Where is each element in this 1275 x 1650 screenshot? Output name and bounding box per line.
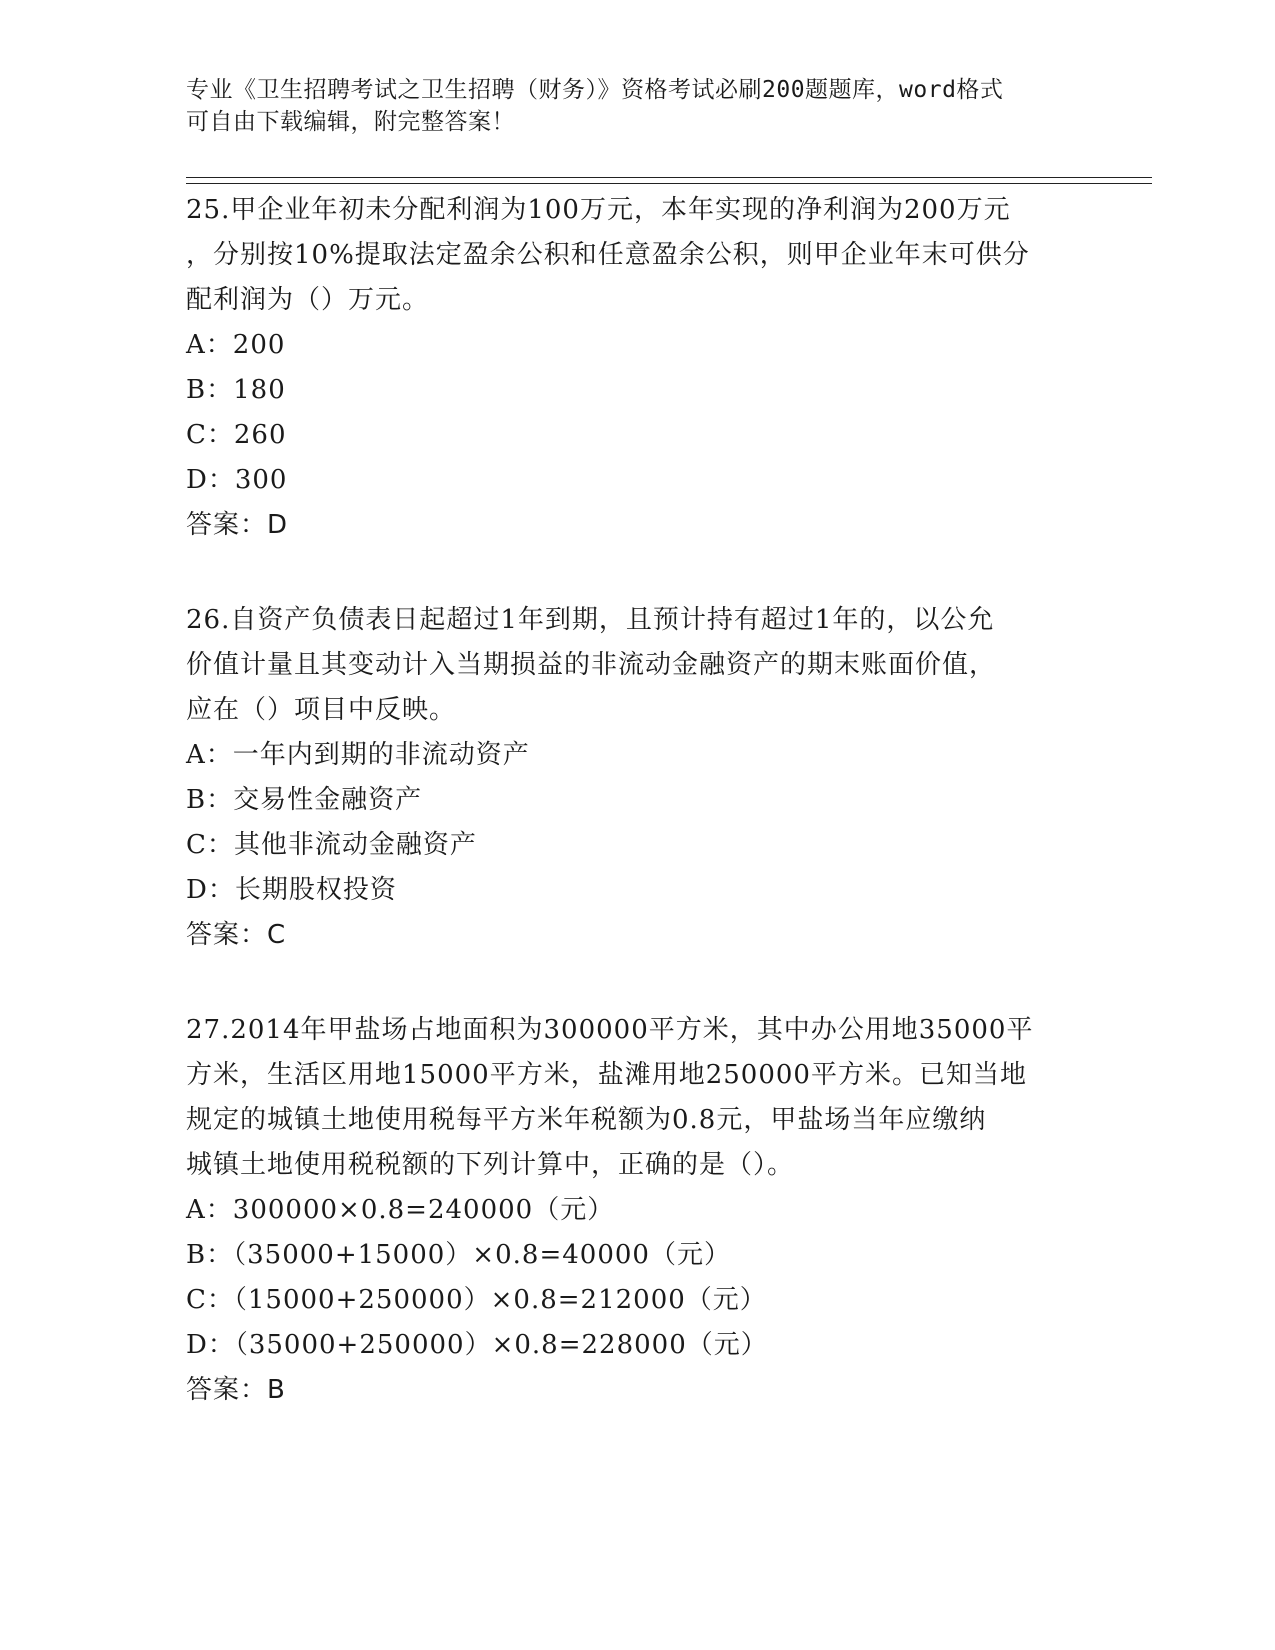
option-a: A：300000×0.8=240000（元） bbox=[186, 1195, 615, 1225]
question-line: ，分别按10%提取法定盈余公积和任意盈余公积，则甲企业年末可供分 bbox=[186, 240, 1030, 270]
question-line: 价值计量且其变动计入当期损益的非流动金融资产的期末账面价值， bbox=[186, 650, 997, 680]
option-c: C：其他非流动金融资产 bbox=[186, 830, 477, 860]
question-line: 27.2014年甲盐场占地面积为300000平方米，其中办公用地35000平 bbox=[186, 1015, 1034, 1045]
answer-label: 答案：B bbox=[186, 1375, 286, 1405]
question-line: 规定的城镇土地使用税每平方米年税额为0.8元，甲盐场当年应缴纳 bbox=[186, 1105, 987, 1135]
option-d: D：（35000+250000）×0.8=228000（元） bbox=[186, 1330, 768, 1360]
question-line: 26.自资产负债表日起超过1年到期，且预计持有超过1年的，以公允 bbox=[186, 605, 995, 635]
header-divider-bottom bbox=[186, 183, 1152, 184]
option-d: D：300 bbox=[186, 465, 288, 495]
option-b: B：180 bbox=[186, 375, 286, 405]
question-line: 25.甲企业年初未分配利润为100万元，本年实现的净利润为200万元 bbox=[186, 195, 1011, 225]
option-c: C：260 bbox=[186, 420, 287, 450]
answer-label: 答案：C bbox=[186, 920, 287, 950]
question-line: 应在（）项目中反映。 bbox=[186, 695, 457, 725]
option-b: B：交易性金融资产 bbox=[186, 785, 423, 815]
header-line-1: 专业《卫生招聘考试之卫生招聘（财务）》资格考试必刷200题题库，word格式 bbox=[186, 77, 1004, 103]
option-c: C：（15000+250000）×0.8=212000（元） bbox=[186, 1285, 767, 1315]
question-text bbox=[186, 188, 1086, 323]
document-header bbox=[186, 74, 1086, 138]
option-a: A：一年内到期的非流动资产 bbox=[186, 740, 530, 770]
question-25 bbox=[186, 188, 1086, 548]
question-line: 配利润为（）万元。 bbox=[186, 285, 430, 315]
question-line: 城镇土地使用税税额的下列计算中，正确的是（）。 bbox=[186, 1150, 795, 1180]
question-26 bbox=[186, 598, 1086, 958]
option-a: A：200 bbox=[186, 330, 286, 360]
option-b: B：（35000+15000）×0.8=40000（元） bbox=[186, 1240, 731, 1270]
header-line-2: 可自由下载编辑，附完整答案！ bbox=[186, 109, 515, 135]
question-27 bbox=[186, 1008, 1086, 1413]
option-d: D：长期股权投资 bbox=[186, 875, 397, 905]
question-text bbox=[186, 598, 1086, 733]
question-line: 方米，生活区用地15000平方米，盐滩用地250000平方米。已知当地 bbox=[186, 1060, 1027, 1090]
header-divider-top bbox=[186, 177, 1152, 178]
answer-label: 答案：D bbox=[186, 510, 289, 540]
question-text bbox=[186, 1008, 1086, 1188]
